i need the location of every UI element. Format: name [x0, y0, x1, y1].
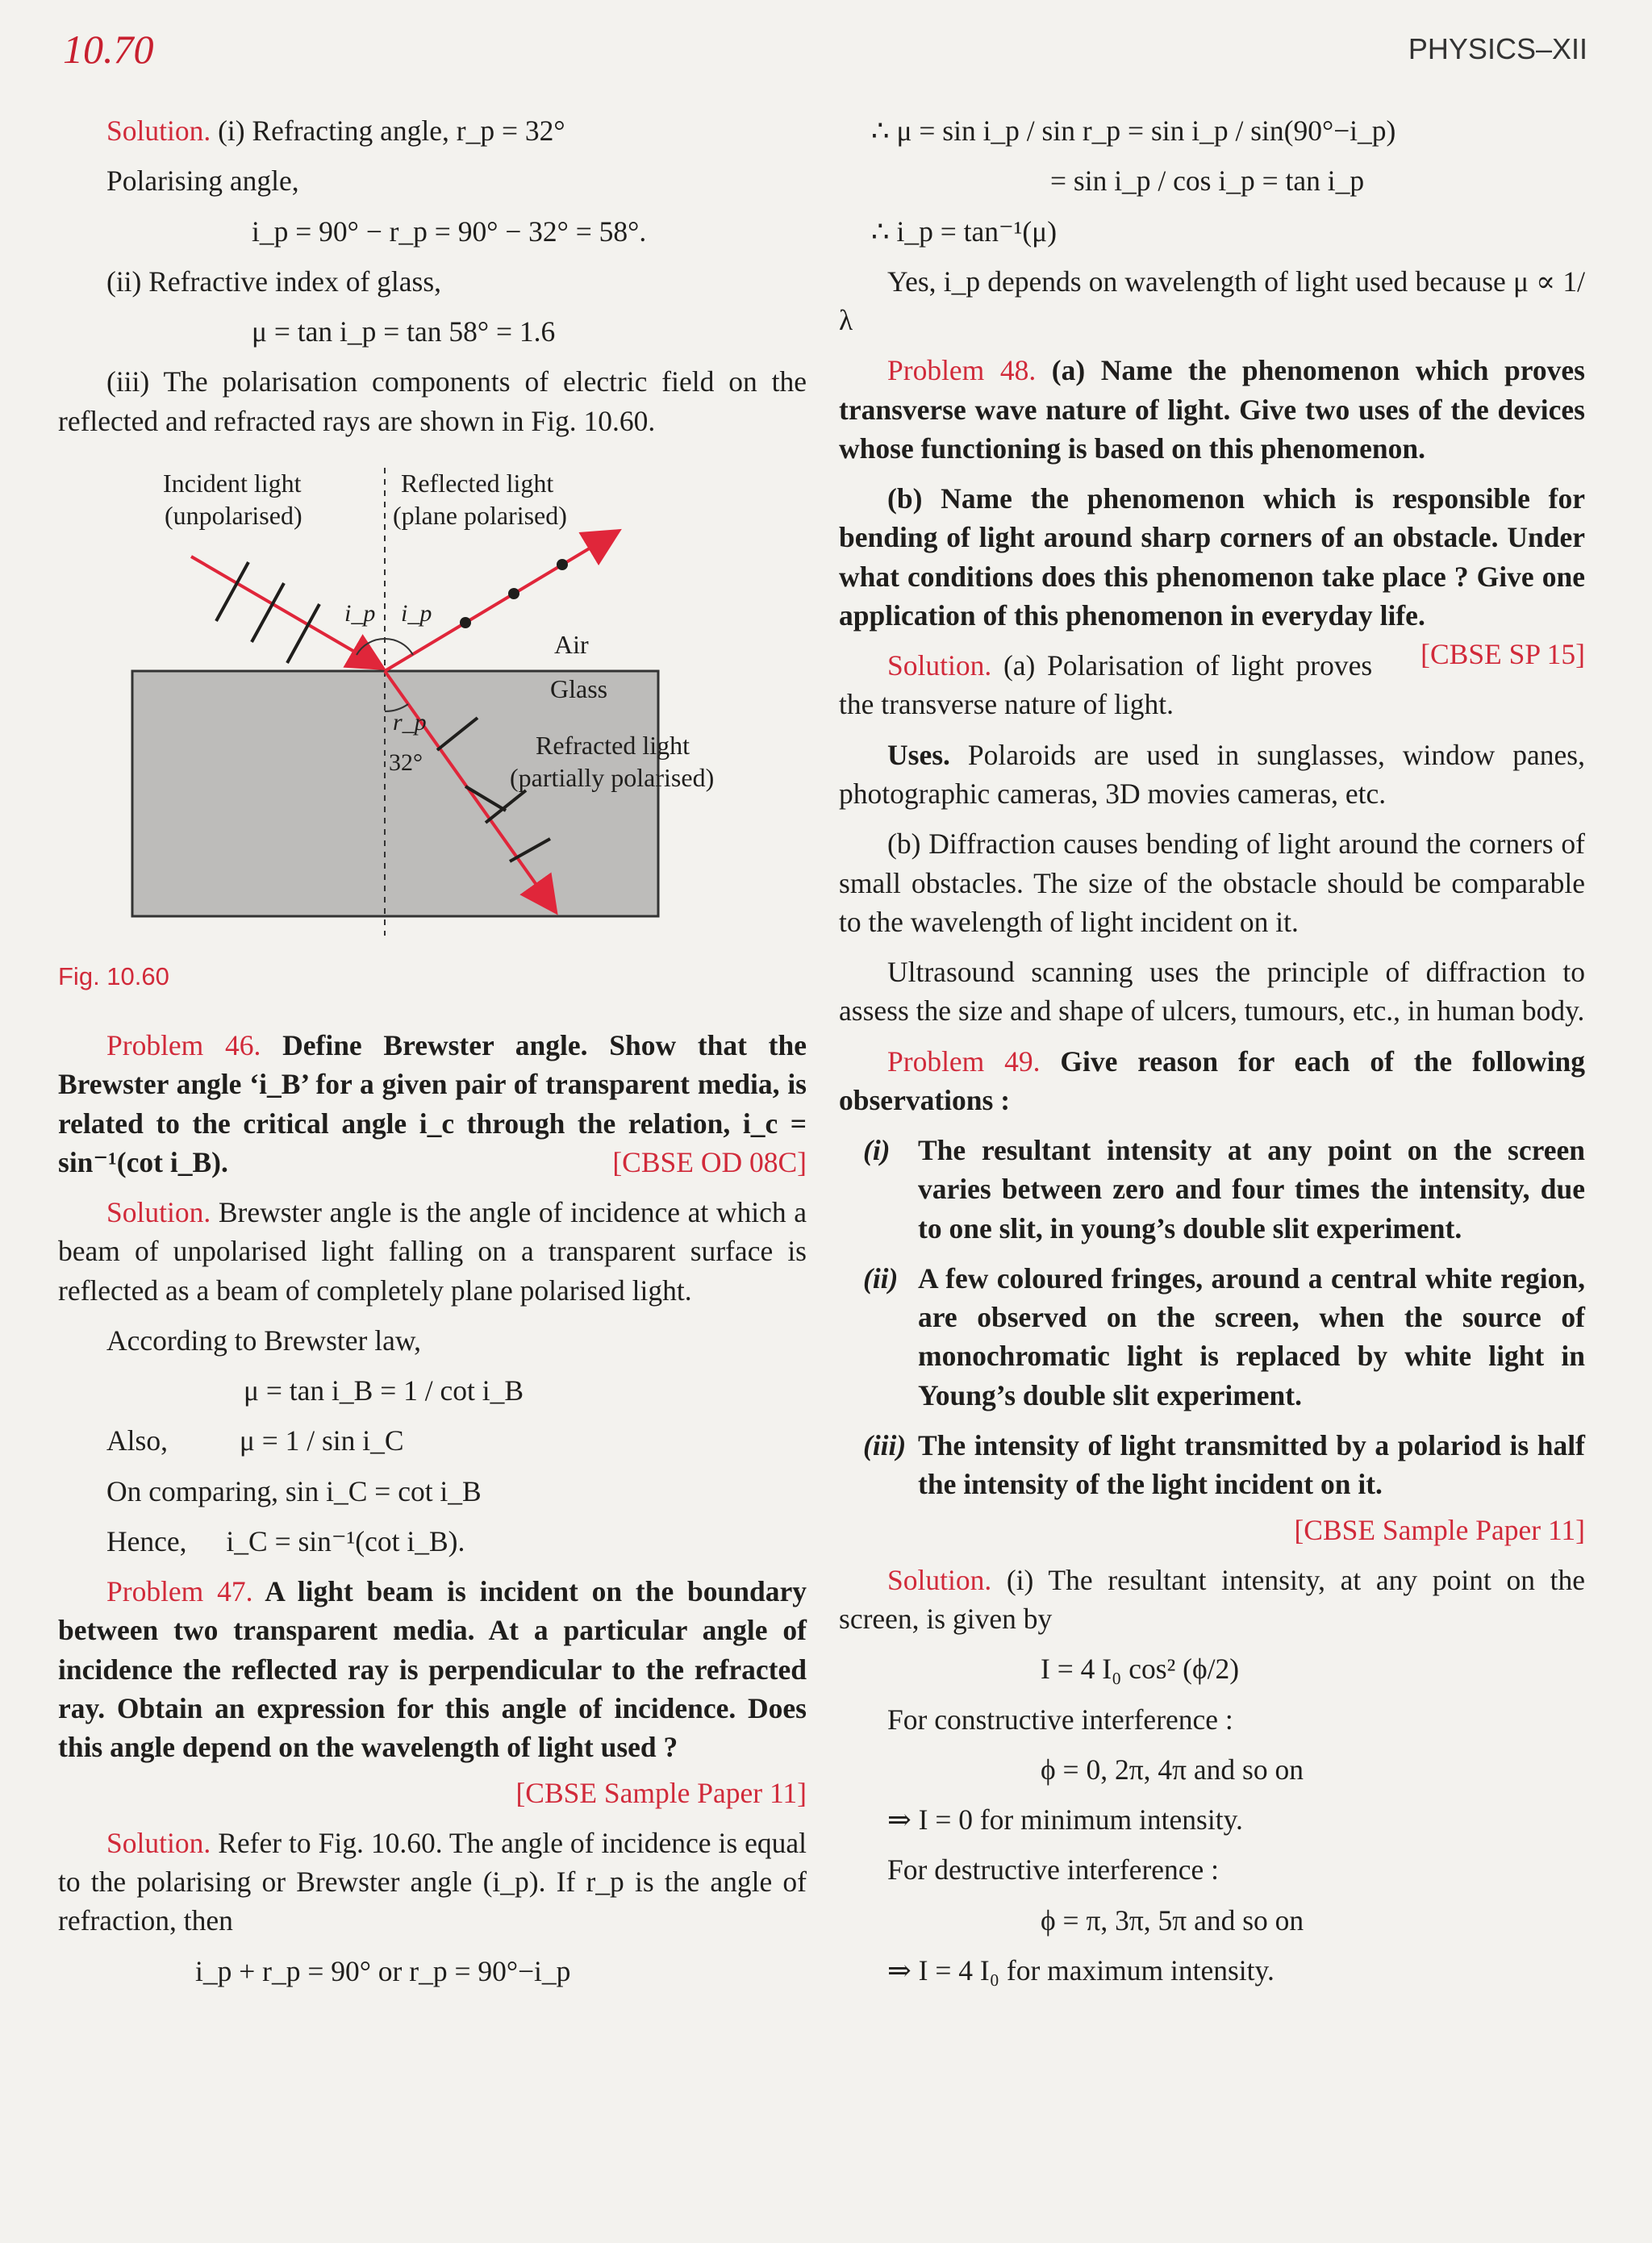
problem-47-solution [58, 1824, 807, 1941]
figure-caption: Fig. 10.60 [58, 961, 169, 990]
ip-equation: ∴ i_p = tan⁻¹(μ) [871, 215, 1058, 248]
label-incident-light: Incident light [163, 468, 302, 498]
problem-49 [839, 1042, 1585, 1120]
item-ii-number: (ii) [863, 1261, 899, 1295]
destructive-label: For destructive interference : [887, 1853, 1220, 1887]
book-title: PHYSICS–XII [1408, 32, 1587, 65]
problem-46-solution [58, 1193, 807, 1310]
item-i-text: The resultant intensity at any point on the screen varies between zero and four times the intensity, due to one slit, in young’s double slit experiment. [918, 1134, 1585, 1244]
angle-arc-incident [357, 639, 385, 655]
brewster-equation-1: μ = tan i_B = 1 / cot i_B [244, 1374, 524, 1407]
label-glass: Glass [550, 673, 608, 703]
problem-49-item-ii [839, 1259, 1585, 1415]
incident-polarisation-marks [216, 562, 319, 663]
problem-47 [58, 1572, 807, 1766]
brewster-law-intro: According to Brewster law, [106, 1324, 422, 1357]
phi-destructive: ϕ = π, 3π, 5π and so on [1041, 1903, 1304, 1937]
solution-intro [58, 111, 807, 150]
ultrasound-text: Ultrasound scanning uses the principle of diffraction to assess the size and shape of ulcers, tumours, etc., in human body. [839, 956, 1585, 1028]
phi-constructive: ϕ = 0, 2π, 4π and so on [1041, 1753, 1304, 1786]
item-iii-number: (iii) [863, 1428, 907, 1461]
problem-47-source: [CBSE Sample Paper 11] [515, 1776, 807, 1809]
label-refracted-light: Refracted light [536, 730, 690, 760]
problem-47-solution-heading: Solution. [106, 1826, 211, 1859]
solution-part-iii: (iii) The polarisation components of electric field on the reflected and refracted rays are shown in Fig. 10.60. [58, 365, 807, 437]
problem-47-solution-text: Refer to Fig. 10.60. The angle of incidence is equal to the polarising or Brewster angle (i_p). If r_p is the angle of refraction, then [58, 1826, 807, 1937]
problem-49-solution-heading: Solution. [887, 1563, 992, 1596]
problem-47-equation: i_p + r_p = 90° or r_p = 90°−i_p [195, 1954, 571, 1987]
hence-row [58, 1522, 807, 1561]
angle-label-32: 32° [389, 748, 423, 776]
equation-mu: μ = tan i_p = tan 58° = 1.6 [252, 315, 556, 348]
problem-48-solution-b: (b) Diffraction causes bending of light around the corners of small obstacles. The size of the obstacle should be comparable to the wavelength of light incident on it. [839, 828, 1585, 938]
intensity-equation: I = 4 I₀ cos² (ϕ/2) [1041, 1653, 1240, 1686]
also-label: Also, [106, 1424, 168, 1457]
uses-text: Polaroids are used in sunglasses, window panes, photographic cameras, 3D movies cameras, etc. [839, 738, 1585, 810]
problem-49-source: [CBSE Sample Paper 11] [1294, 1513, 1585, 1546]
mu-equation-2: = sin i_p / cos i_p = tan i_p [1050, 165, 1365, 198]
problem-48-uses [839, 736, 1585, 814]
item-ii-text: A few coloured fringes, around a central white region, are observed on the screen, when the source of monochromatic light is replaced by white light in Young’s double slit experiment. [918, 1261, 1585, 1411]
label-reflected-plane-polarised: (plane polarised) [393, 500, 567, 530]
equation-ip: i_p = 90° − r_p = 90° − 32° = 58°. [252, 215, 647, 248]
comparing-line: On comparing, sin i_C = cot i_B [106, 1474, 482, 1507]
label-reflected-light: Reflected light [401, 468, 554, 498]
label-incident-unpolarised: (unpolarised) [165, 500, 302, 530]
brewster-equation-3: i_C = sin⁻¹(cot i_B). [226, 1524, 465, 1557]
wavelength-dependence-text: Yes, i_p depends on wavelength of light used because μ ∝ 1/λ [839, 265, 1585, 337]
problem-46-text: Define Brewster angle. Show that the Brewster angle ‘i_B’ for a given pair of transparent media, is related to the critical angle i_c through the relation, [58, 1029, 807, 1140]
problem-49-heading: Problem 49. [887, 1044, 1041, 1078]
angle-label-ip-reflected: i_p [401, 599, 432, 627]
item-iii-text: The intensity of light transmitted by a polariod is half the intensity of the light incident on it. [918, 1428, 1585, 1501]
item-i-number: (i) [863, 1134, 891, 1167]
angle-label-rp: r_p [393, 708, 427, 736]
problem-48-part-b: (b) Name the phenomenon which is responsible for bending of light around sharp corners of an obstacle. Under what conditions does this phenomenon take place ? Give one application of this phenomenon in everyday life. [839, 482, 1585, 632]
problem-47-text: A light beam is incident on the boundary between two transparent media. At a particular angle of incidence the reflected ray is perpendicular to the refracted ray. Obtain an expression for this angle of incidence. Does this angle depend on the wavelength of light used ? [58, 1575, 807, 1764]
brewster-also-row [58, 1421, 807, 1460]
polarising-angle-label: Polarising angle, [106, 165, 299, 198]
maximum-intensity: ⇒ I = 4 I₀ for maximum intensity. [887, 1953, 1274, 1987]
problem-46 [58, 1026, 807, 1182]
problem-46-solution-text: Brewster angle is the angle of incidence at which a beam of unpolarised light falling on a transparent surface is reflected as a beam of completely plane polarised light. [58, 1196, 807, 1307]
uses-heading: Uses. [887, 738, 950, 771]
angle-arc-reflected [385, 639, 413, 655]
problem-46-solution-heading: Solution. [106, 1196, 211, 1229]
problem-49-item-i [839, 1131, 1585, 1248]
problem-49-item-iii [839, 1426, 1585, 1504]
problem-48-solution-a-text: (a) Polarisation of light proves the transverse nature of light. [839, 649, 1373, 721]
problem-48-source: [CBSE SP 15] [1420, 638, 1585, 671]
label-refracted-partially-polarised: (partially polarised) [510, 762, 715, 792]
mu-equation-1: ∴ μ = sin i_p / sin r_p = sin i_p / sin(90°−i_p) [871, 115, 1396, 147]
angle-label-ip-incident: i_p [344, 599, 376, 627]
solution-part-ii: (ii) Refractive index of glass, [106, 265, 442, 298]
glass-slab [132, 671, 658, 916]
minimum-intensity: ⇒ I = 0 for minimum intensity. [887, 1803, 1243, 1837]
figure-polarisation-diagram [58, 452, 807, 952]
solution-heading: Solution. [106, 115, 211, 147]
brewster-equation-2: μ = 1 / sin i_C [239, 1424, 404, 1457]
problem-49-text: Give reason for each of the following observations : [839, 1044, 1586, 1116]
hence-label: Hence, [106, 1524, 187, 1557]
problem-46-heading: Problem 46. [106, 1029, 261, 1062]
problem-47-heading: Problem 47. [106, 1575, 253, 1608]
problem-46-source: [CBSE OD 08C] [612, 1145, 807, 1178]
solution-part-i: (i) Refracting angle, r_p = 32° [218, 115, 565, 147]
left-column [58, 111, 807, 2002]
right-column [839, 111, 1585, 2001]
problem-48-solution-heading: Solution. [887, 649, 992, 682]
label-air: Air [554, 629, 589, 659]
problem-49-solution-text: (i) The resultant intensity, at any point on the screen, is given by [839, 1563, 1585, 1636]
problem-48-part-a: (a) Name the phenomenon which proves transverse wave nature of light. Give two uses of the devices whose functioning is based on this phenomenon. [839, 354, 1585, 465]
problem-48-heading: Problem 48. [887, 354, 1037, 387]
problem-46-relation: i_c = sin⁻¹(cot i_B). [58, 1107, 807, 1178]
problem-49-solution [839, 1561, 1585, 1639]
constructive-label: For constructive interference : [887, 1703, 1233, 1736]
page-number: 10.70 [63, 27, 154, 72]
problem-48 [839, 351, 1585, 468]
